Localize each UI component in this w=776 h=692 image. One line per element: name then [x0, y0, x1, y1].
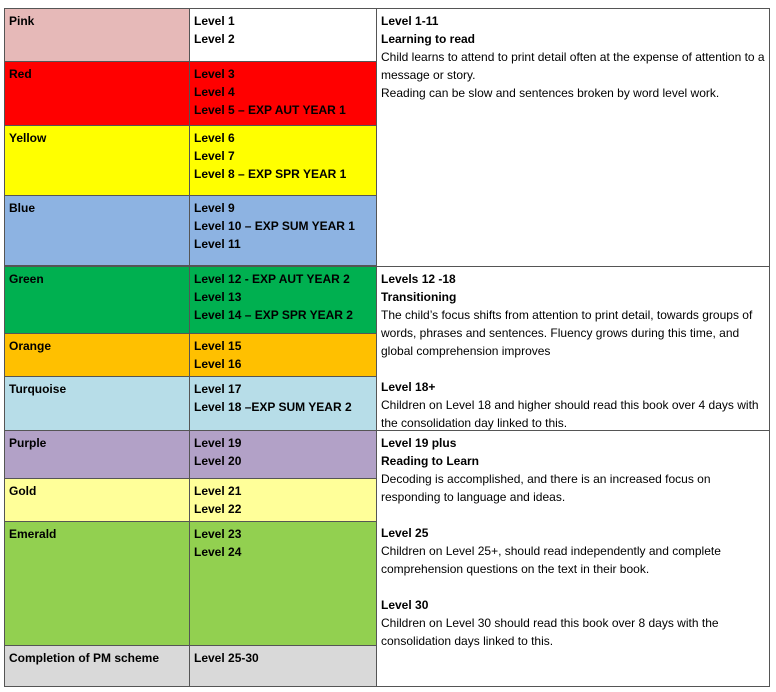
- level-line: Level 24: [194, 545, 242, 559]
- level-line: Level 10 – EXP SUM YEAR 1: [194, 219, 355, 233]
- level-line: Level 11: [194, 237, 241, 251]
- description-heading: Level 25: [381, 526, 429, 540]
- band-name-turquoise: Turquoise: [4, 376, 190, 431]
- level-line: Level 15: [194, 339, 242, 353]
- level-line: Level 20: [194, 454, 242, 468]
- description-heading: Level 19 plus: [381, 436, 457, 450]
- level-line: Level 12 - EXP AUT YEAR 2: [194, 272, 350, 286]
- description-level-19-plus: [376, 430, 770, 687]
- level-line: Level 8 – EXP SPR YEAR 1: [194, 167, 347, 181]
- description-subheading: Learning to read: [381, 32, 476, 46]
- description-heading: Level 18+: [381, 380, 436, 394]
- band-name-blue: Blue: [4, 195, 190, 266]
- level-line: Level 7: [194, 149, 235, 163]
- description-subheading: Reading to Learn: [381, 454, 480, 468]
- band-name-completion: Completion of PM scheme: [4, 645, 190, 687]
- level-line: Level 23: [194, 527, 242, 541]
- band-levels-gold: [189, 478, 377, 522]
- level-line: Level 6: [194, 131, 235, 145]
- description-text: Decoding is accomplished, and there is an increased focus on responding to language and ideas.: [381, 472, 711, 504]
- description-text: Child learns to attend to print detail often at the expense of attention to a message or story.: [381, 50, 765, 82]
- band-levels-emerald: [189, 521, 377, 646]
- level-line: Level 3: [194, 67, 235, 81]
- band-name-purple: Purple: [4, 430, 190, 479]
- description-heading: Level 1-11: [381, 14, 439, 28]
- band-levels-red: [189, 61, 377, 126]
- level-line: Level 5 – EXP AUT YEAR 1: [194, 103, 346, 117]
- level-line: Level 13: [194, 290, 242, 304]
- band-levels-yellow: [189, 125, 377, 196]
- band-name-emerald: Emerald: [4, 521, 190, 646]
- description-text: Children on Level 18 and higher should read this book over 4 days with the consolidation day linked to this.: [381, 398, 759, 430]
- level-line: Level 1: [194, 14, 235, 28]
- level-line: Level 19: [194, 436, 242, 450]
- level-line: Level 22: [194, 502, 242, 516]
- band-levels-orange: [189, 333, 377, 377]
- band-name-orange: Orange: [4, 333, 190, 377]
- band-levels-pink: [189, 8, 377, 62]
- description-levels-12-18: [376, 266, 770, 431]
- level-line: Level 25-30: [194, 651, 259, 665]
- band-levels-purple: [189, 430, 377, 479]
- band-levels-green: [189, 266, 377, 334]
- description-text: Children on Level 30 should read this book over 8 days with the consolidation days linked to this.: [381, 616, 719, 648]
- reading-levels-table: [4, 8, 770, 687]
- description-text: Reading can be slow and sentences broken by word level work.: [381, 86, 720, 100]
- description-heading: Levels 12 -18: [381, 272, 456, 286]
- description-level-1-11: [376, 8, 770, 267]
- level-line: Level 18 –EXP SUM YEAR 2: [194, 400, 352, 414]
- band-name-pink: Pink: [4, 8, 190, 62]
- level-line: Level 14 – EXP SPR YEAR 2: [194, 308, 353, 322]
- band-name-gold: Gold: [4, 478, 190, 522]
- level-line: Level 16: [194, 357, 242, 371]
- band-name-green: Green: [4, 266, 190, 334]
- band-name-red: Red: [4, 61, 190, 126]
- level-line: Level 2: [194, 32, 235, 46]
- description-text: Children on Level 25+, should read independently and complete comprehension questions on the text in their book.: [381, 544, 721, 576]
- band-levels-turquoise: [189, 376, 377, 431]
- description-heading: Level 30: [381, 598, 429, 612]
- band-name-yellow: Yellow: [4, 125, 190, 196]
- level-line: Level 9: [194, 201, 235, 215]
- description-subheading: Transitioning: [381, 290, 457, 304]
- level-line: Level 17: [194, 382, 242, 396]
- description-text: The child’s focus shifts from attention to print detail, towards groups of words, phrases and sentences. Fluency grows during this time, and global comprehension improves: [381, 308, 753, 358]
- band-levels-completion: [189, 645, 377, 687]
- level-line: Level 21: [194, 484, 242, 498]
- level-line: Level 4: [194, 85, 235, 99]
- band-levels-blue: [189, 195, 377, 266]
